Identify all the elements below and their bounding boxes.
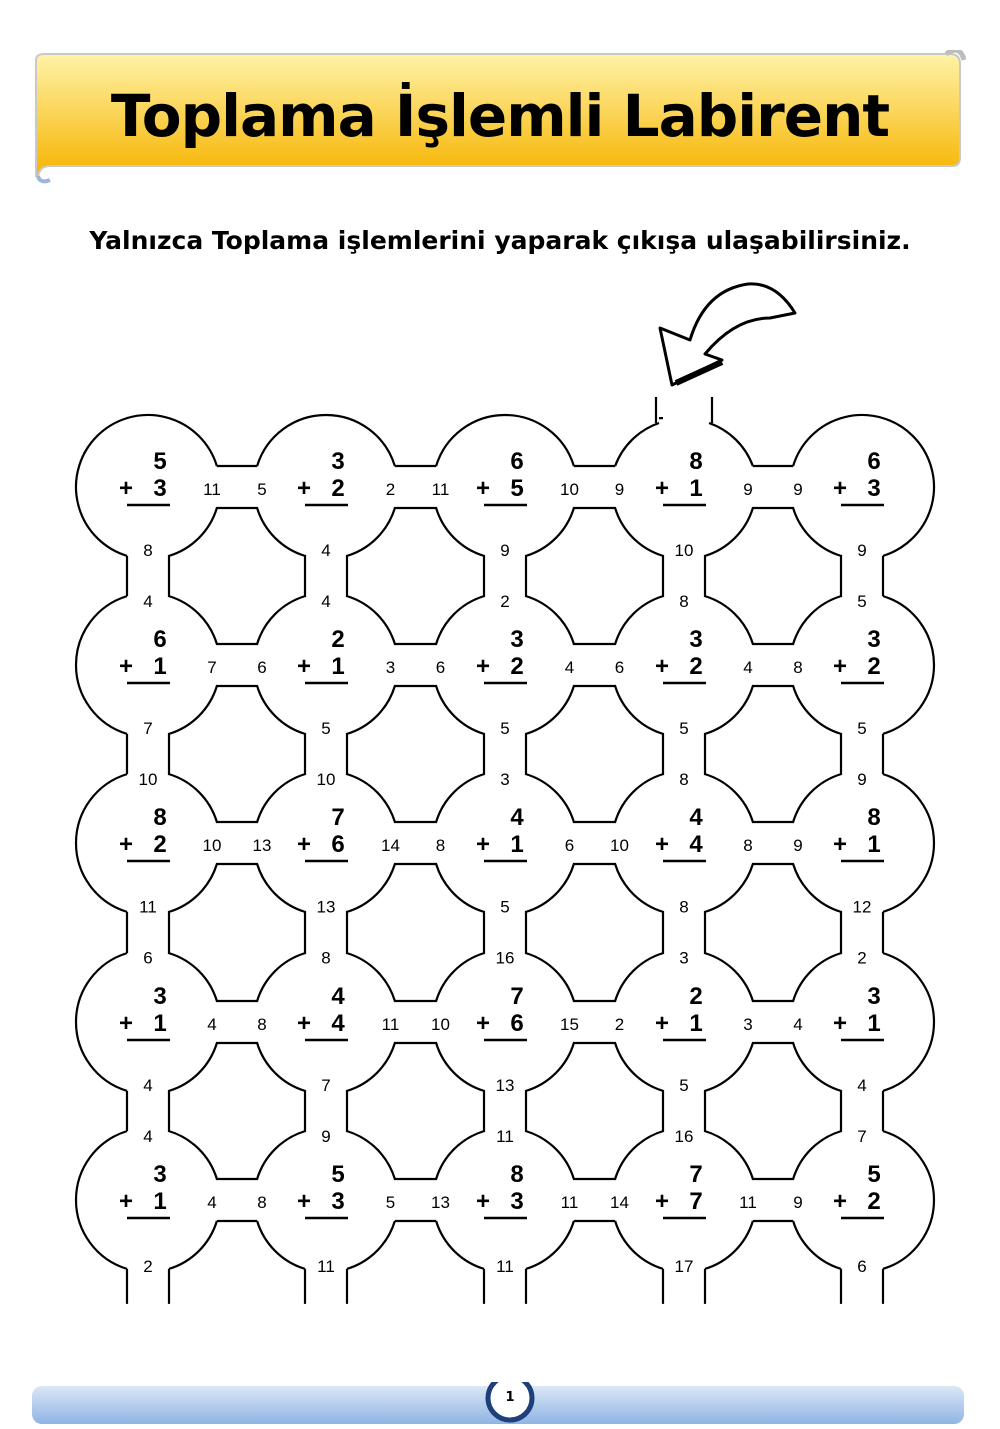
corridor-answer: 9 <box>743 480 753 499</box>
exit-answer: 6 <box>857 1257 867 1276</box>
plus-sign: + <box>475 1010 491 1037</box>
problem-top-number: 7 <box>510 983 524 1010</box>
maze-island <box>169 864 305 1001</box>
plus-sign: + <box>832 475 848 502</box>
problem-top-number: 3 <box>153 1161 167 1188</box>
corridor-answer: 3 <box>500 770 510 789</box>
corridor-answer: 4 <box>143 1127 153 1146</box>
problem-top-number: 2 <box>689 983 703 1010</box>
corridor-answer: 14 <box>381 836 400 855</box>
problem-top-number: 4 <box>689 804 703 831</box>
maze-island <box>347 1043 484 1179</box>
plus-sign: + <box>118 653 134 680</box>
plus-sign: + <box>654 831 670 858</box>
maze-island <box>705 508 841 644</box>
maze-wall <box>436 415 574 466</box>
problem-bottom-number: 3 <box>153 475 167 502</box>
corridor-answer: 6 <box>257 658 267 677</box>
plus-sign: + <box>832 1010 848 1037</box>
problem-bottom-number: 2 <box>867 1188 881 1215</box>
corridor-answer: 2 <box>857 948 867 968</box>
problem-bottom-number: 1 <box>331 653 345 680</box>
corridor-answer: 9 <box>614 480 625 499</box>
plus-sign: + <box>118 1188 134 1215</box>
plus-sign: + <box>118 1010 134 1037</box>
corridor-answer: 8 <box>257 1193 267 1212</box>
corridor-answer: 4 <box>743 658 753 677</box>
maze-wall <box>526 1221 574 1269</box>
corridor-answer: 6 <box>564 836 575 855</box>
corridor-answer: 8 <box>257 1015 267 1034</box>
corridor-answer: 10 <box>202 836 222 855</box>
corridor-answer: 12 <box>852 897 872 917</box>
maze-wall <box>436 1221 484 1269</box>
corridor-answer: 16 <box>495 948 515 968</box>
plus-sign: + <box>832 1188 848 1215</box>
corridor-answer: 4 <box>207 1015 217 1034</box>
corridor-answer: 4 <box>321 592 331 611</box>
problem-top-number: 7 <box>689 1161 703 1188</box>
corridor-answer: 9 <box>500 541 510 560</box>
maze-island <box>526 864 663 1001</box>
corridor-answer: 13 <box>495 1076 515 1095</box>
problem-top-number: 6 <box>867 448 881 475</box>
maze-island <box>347 686 484 822</box>
exit-answer: 17 <box>674 1257 694 1276</box>
maze-island <box>169 508 305 644</box>
corridor-answer: 8 <box>793 658 803 677</box>
plus-sign: + <box>654 475 670 502</box>
problem-top-number: 5 <box>867 1161 881 1188</box>
corridor-answer: 5 <box>857 719 867 738</box>
corridor-answer: 11 <box>381 1015 400 1034</box>
problem-top-number: 5 <box>153 448 167 475</box>
corridor-answer: 7 <box>207 658 217 677</box>
maze-wall <box>257 415 395 466</box>
problem-top-number: 3 <box>867 983 881 1010</box>
maze-island <box>169 1043 305 1179</box>
problem-top-number: 6 <box>153 626 167 653</box>
corridor-answer: 8 <box>743 836 753 855</box>
problem-top-number: 5 <box>331 1161 345 1188</box>
corridor-answer: 6 <box>435 658 446 677</box>
maze-wall <box>883 596 934 734</box>
problem-bottom-number: 6 <box>331 831 345 858</box>
corridor-answer: 8 <box>143 541 153 560</box>
maze-wall <box>257 1221 305 1269</box>
problem-bottom-number: 2 <box>331 475 345 502</box>
corridor-answer: 10 <box>316 770 336 789</box>
page-title: Toplama İşlemli Labirent <box>110 82 890 150</box>
maze-island <box>526 508 663 644</box>
maze-wall <box>709 423 753 466</box>
maze-wall <box>883 774 934 912</box>
problem-bottom-number: 7 <box>689 1188 703 1215</box>
maze-wall <box>793 415 934 556</box>
problem-top-number: 8 <box>153 804 167 831</box>
corridor-answer: 7 <box>143 719 153 738</box>
entry-arrow-icon <box>660 284 795 385</box>
corridor-answer: 4 <box>321 541 331 560</box>
plus-sign: + <box>475 475 491 502</box>
corridor-answer: 8 <box>321 948 331 968</box>
plus-sign: + <box>654 1010 670 1037</box>
corridor-answer: 11 <box>496 1127 514 1146</box>
corridor-answer: 3 <box>743 1015 753 1034</box>
maze-labels <box>119 448 884 1276</box>
corridor-answer: 10 <box>610 836 629 855</box>
corridor-answer: 4 <box>143 592 153 611</box>
corridor-answer: 2 <box>385 480 396 499</box>
corridor-answer: 6 <box>143 948 153 968</box>
corridor-answer: 11 <box>431 480 450 499</box>
problem-top-number: 8 <box>510 1161 524 1188</box>
plus-sign: + <box>832 831 848 858</box>
plus-sign: + <box>118 475 134 502</box>
corridor-answer: 11 <box>560 1193 579 1212</box>
problem-bottom-number: 1 <box>510 831 524 858</box>
problem-bottom-number: 1 <box>867 1010 881 1037</box>
corridor-answer: 6 <box>614 658 625 677</box>
corridor-answer: 4 <box>564 658 575 677</box>
problem-bottom-number: 3 <box>510 1188 524 1215</box>
plus-sign: + <box>296 831 312 858</box>
maze-wall <box>615 423 659 466</box>
plus-sign: + <box>654 1188 670 1215</box>
corridor-answer: 5 <box>257 480 267 499</box>
maze-wall <box>883 1131 934 1269</box>
corridor-answer: 13 <box>431 1193 450 1212</box>
problem-bottom-number: 1 <box>867 831 881 858</box>
problem-bottom-number: 5 <box>510 475 524 502</box>
maze-island <box>169 686 305 822</box>
corridor-answer: 5 <box>500 719 510 738</box>
plus-sign: + <box>832 653 848 680</box>
plus-sign: + <box>296 1188 312 1215</box>
maze-island <box>705 864 841 1001</box>
corridor-answer: 5 <box>857 592 867 611</box>
corridor-answer: 9 <box>857 770 867 789</box>
corridor-answer: 10 <box>560 480 579 499</box>
corridor-answer: 4 <box>793 1015 803 1034</box>
maze-wall <box>169 1221 217 1269</box>
corridor-answer: 2 <box>614 1015 625 1034</box>
problem-bottom-number: 2 <box>510 653 524 680</box>
plus-sign: + <box>475 653 491 680</box>
corridor-answer: 9 <box>857 541 867 560</box>
corridor-answer: 9 <box>321 1127 331 1146</box>
plus-sign: + <box>118 831 134 858</box>
problem-top-number: 4 <box>510 804 524 831</box>
corridor-answer: 11 <box>203 480 221 499</box>
corridor-answer: 5 <box>385 1193 396 1212</box>
corridor-answer: 9 <box>793 1193 803 1212</box>
corridor-answer: 8 <box>679 592 689 611</box>
problem-bottom-number: 3 <box>867 475 881 502</box>
problem-top-number: 2 <box>331 626 345 653</box>
problem-bottom-number: 1 <box>689 475 703 502</box>
corridor-answer: 16 <box>674 1127 694 1146</box>
corridor-answer: 4 <box>857 1076 867 1095</box>
corridor-answer: 11 <box>139 897 157 917</box>
corridor-answer: 8 <box>679 770 689 789</box>
maze-island <box>705 686 841 822</box>
corridor-answer: 8 <box>435 836 446 855</box>
problem-top-number: 4 <box>331 983 345 1010</box>
page-number: 1 <box>505 1390 515 1405</box>
corridor-answer: 3 <box>385 658 396 677</box>
corridor-answer: 10 <box>431 1015 450 1034</box>
problem-bottom-number: 1 <box>153 653 167 680</box>
maze-wall <box>705 1221 753 1269</box>
problem-top-number: 6 <box>510 448 524 475</box>
problem-top-number: 3 <box>331 448 345 475</box>
plus-sign: + <box>475 831 491 858</box>
instruction-text: Yalnızca Toplama işlemlerini yaparak çıkışa ulaşabilirsiniz. <box>89 226 911 255</box>
problem-top-number: 3 <box>867 626 881 653</box>
problem-top-number: 3 <box>510 626 524 653</box>
corridor-answer: 4 <box>143 1076 153 1095</box>
corridor-answer: 10 <box>674 541 694 560</box>
corridor-answer: 5 <box>321 719 331 738</box>
plus-sign: + <box>296 475 312 502</box>
plus-sign: + <box>296 1010 312 1037</box>
maze-island <box>705 1043 841 1179</box>
maze-wall <box>883 953 934 1091</box>
problem-bottom-number: 3 <box>331 1188 345 1215</box>
corridor-answer: 4 <box>207 1193 217 1212</box>
problem-bottom-number: 2 <box>689 653 703 680</box>
maze-island <box>526 1043 663 1179</box>
problem-bottom-number: 2 <box>153 831 167 858</box>
plus-sign: + <box>654 653 670 680</box>
corridor-answer: 5 <box>679 1076 689 1095</box>
corridor-answer: 9 <box>793 836 803 855</box>
maze-wall <box>793 1221 841 1269</box>
plus-sign: + <box>296 653 312 680</box>
plus-sign: + <box>475 1188 491 1215</box>
problem-top-number: 8 <box>867 804 881 831</box>
corridor-answer: 11 <box>739 1193 757 1212</box>
problem-bottom-number: 6 <box>510 1010 524 1037</box>
maze-island <box>347 508 484 644</box>
problem-top-number: 8 <box>689 448 703 475</box>
problem-bottom-number: 1 <box>689 1010 703 1037</box>
maze-wall <box>347 1221 395 1269</box>
maze-island <box>347 864 484 1001</box>
corridor-answer: 5 <box>679 719 689 738</box>
maze-island <box>526 686 663 822</box>
problem-bottom-number: 4 <box>689 831 703 858</box>
corridor-answer: 14 <box>610 1193 629 1212</box>
corridor-answer: 2 <box>500 592 510 611</box>
corridor-answer: 7 <box>321 1076 331 1095</box>
problem-top-number: 7 <box>331 804 345 831</box>
exit-answer: 2 <box>143 1257 153 1276</box>
corridor-answer: 13 <box>252 836 272 855</box>
problem-bottom-number: 2 <box>867 653 881 680</box>
problem-top-number: 3 <box>153 983 167 1010</box>
corridor-answer: 3 <box>679 948 689 968</box>
corridor-answer: 13 <box>316 897 336 917</box>
problem-bottom-number: 1 <box>153 1188 167 1215</box>
maze-wall <box>76 415 217 556</box>
corridor-answer: 15 <box>560 1015 579 1034</box>
corridor-answer: 10 <box>138 770 158 789</box>
maze-wall <box>615 1221 663 1269</box>
problem-bottom-number: 4 <box>331 1010 345 1037</box>
corridor-answer: 7 <box>857 1127 867 1146</box>
corridor-answer: 5 <box>500 897 510 917</box>
problem-bottom-number: 1 <box>153 1010 167 1037</box>
corridor-answer: 9 <box>793 480 803 499</box>
exit-answer: 11 <box>496 1257 514 1276</box>
problem-top-number: 3 <box>689 626 703 653</box>
corridor-answer: 8 <box>679 897 689 917</box>
exit-answer: 11 <box>317 1257 335 1276</box>
